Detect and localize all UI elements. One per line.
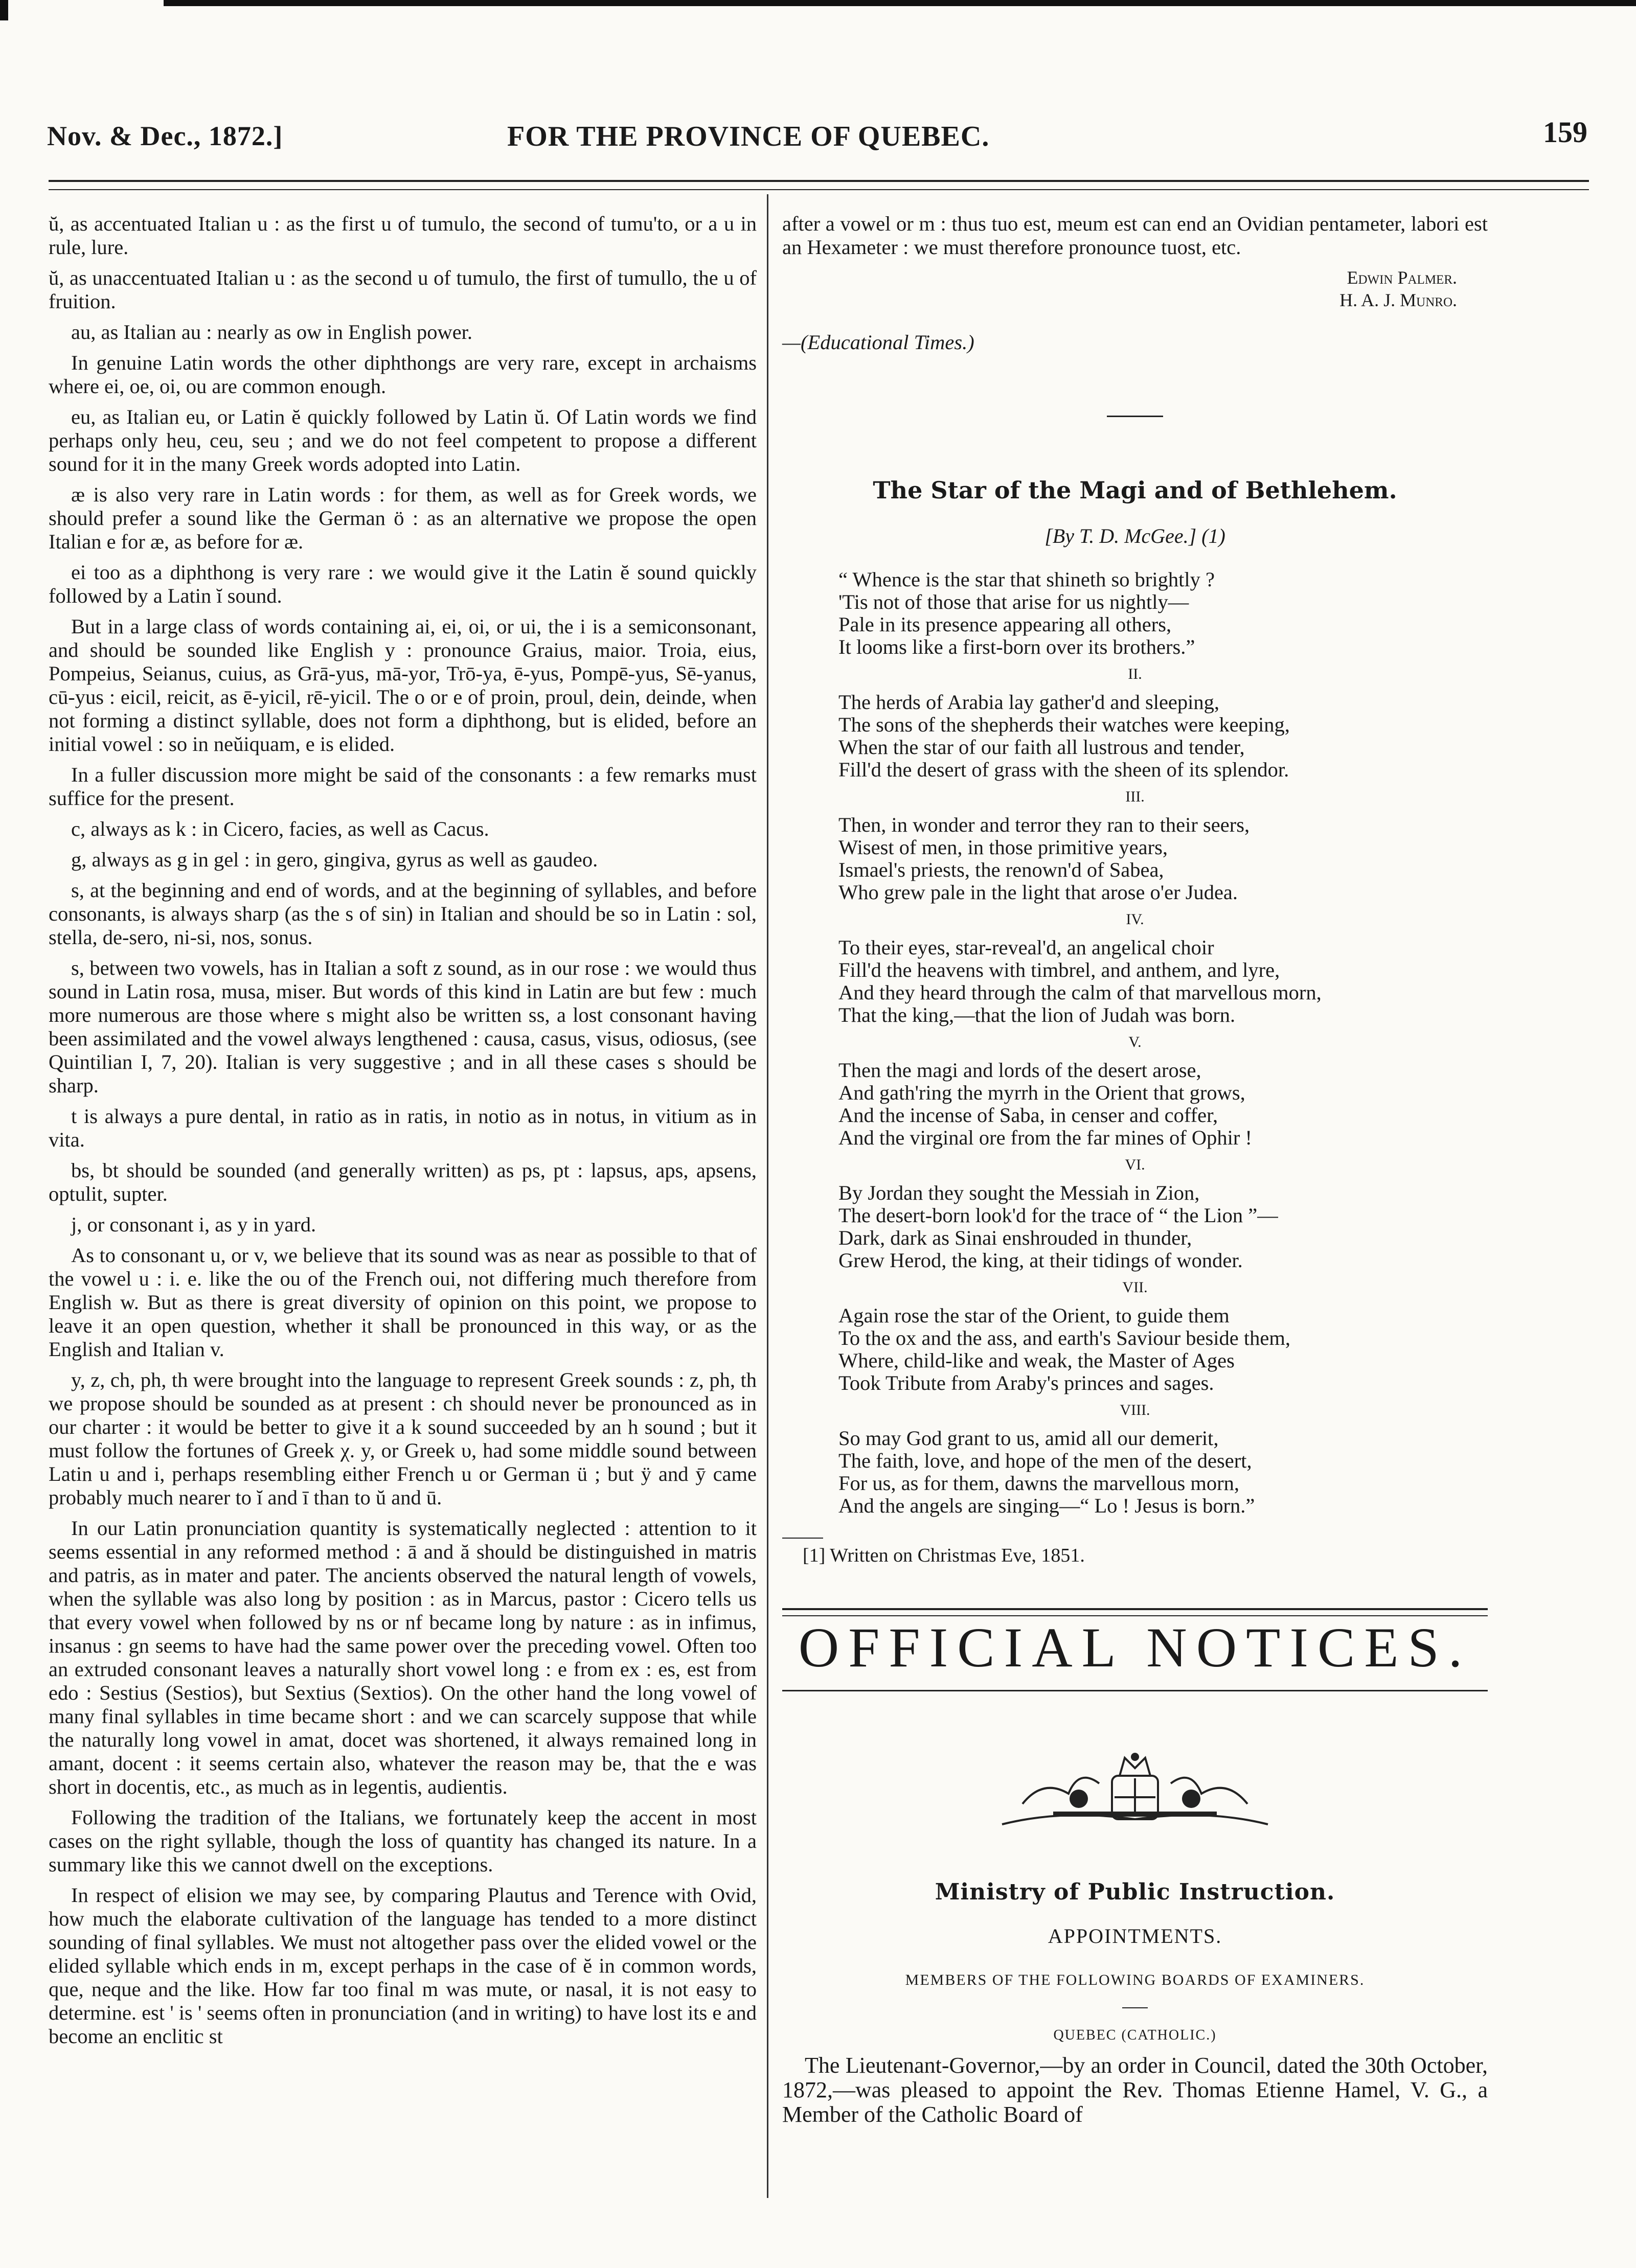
poem-line: The desert-born look'd for the trace of “ the Lion ”— — [838, 1204, 1278, 1227]
notices-rule-thick — [782, 1608, 1488, 1610]
footnote: [1] Written on Christmas Eve, 1851. — [803, 1545, 1085, 1566]
paragraph: t is always a pure dental, in ratio as in ratis, in notio as in notus, in vitium as in vita. — [49, 1105, 757, 1151]
paragraph: As to consonant u, or v, we believe that its sound was as near as possible to that of the vowel u : i. e. like the ou of the French oui, not differing much therefore from English w. But as there is great diversity of opinion on this point, we propose to leave it an open question, whether it shall be pronounced in this way, or as the English and Italian v. — [49, 1244, 757, 1361]
official-notices-rule — [782, 1690, 1488, 1691]
poem-line: Ismael's priests, the renown'd of Sabea, — [838, 858, 1164, 881]
poem-line: Then, in wonder and terror they ran to their seers, — [838, 813, 1250, 836]
paragraph: y, z, ch, ph, th were brought into the language to represent Greek sounds : z, ph, th we propose should be sounded as at present : ch should never be pronounced as in our charter : it would be better to give it a k sound succeeded by an h sound ; but it must follow the fortunes of Greek χ. y, or Greek υ, had some middle sound between Latin u and i, perhaps resembling either French u or German ü ; but ÿ and ȳ came probably much nearer to ĭ and ī than to ŭ and ū. — [49, 1368, 757, 1509]
poem-line: Who grew pale in the light that arose o'er Judea. — [838, 881, 1238, 904]
poem-line: 'Tis not of those that arise for us nightly— — [838, 590, 1189, 613]
paragraph: In respect of elision we may see, by comparing Plautus and Terence with Ovid, how much the elaborate cultivation of the language has tended to a more distinct sounding of final syllables. We must not altogether pass over the elided vowel or the elided syllable which ends in m, except perhaps in the case of ĕ in common words, que, neque and the like. How far too final m was mute, or nasal, it is not easy to determine. est ' is ' seems often in pronunciation (and in writing) to have lost its e and become an enclitic st — [49, 1884, 757, 2048]
poem-stanza — [838, 814, 1488, 904]
paragraph: ŭ, as accentuated Italian u : as the first u of tumulo, the second of tumu'to, or a u in rule, lure. — [49, 212, 757, 259]
poem-line: Where, child-like and weak, the Master of Ages — [838, 1349, 1235, 1372]
stanza-numeral: III. — [1125, 788, 1145, 805]
header-title: FOR THE PROVINCE OF QUEBEC. — [507, 121, 990, 152]
paragraph: Following the tradition of the Italians, we fortunately keep the accent in most cases on the right syllable, though the loss of quantity has changed its nature. In a summary like this we cannot dwell on the exceptions. — [49, 1806, 757, 1876]
paragraph: In our Latin pronunciation quantity is systematically neglected : attention to it seems essential in any reformed method : ā and ă should be distinguished in matris and patris, as in mater and pater. The ancients observed the natural length of vowels, when the syllable was also long by position : as in Marcus, pastor : Cicero tells us that every vowel when followed by ns or nf became long by nature : as in infimus, insanus : gn seems to have had the same power over the preceding vowel. Often too an extruded consonant leaves a naturally short vowel long : e from ex : es, est from edo : Sestius (Sestios), but Sextius (Sextios). On the other hand the long vowel of many final syllables in time became short : and we can scarcely suppose that while the naturally long vowel in amat, docet was shortened, it always remained long in amant, docent : it seems certain also, whatever the reason may be, that the e was short in docentis, etc., as much as in legentis, audientis. — [49, 1517, 757, 1798]
poem-stanza — [838, 936, 1488, 1026]
poem-line: To their eyes, star-reveal'd, an angelical choir — [838, 936, 1214, 959]
paragraph: ŭ, as unaccentuated Italian u : as the second u of tumulo, the first of tumullo, the u of fruition. — [49, 266, 757, 313]
poem-stanza — [838, 691, 1488, 781]
poem-line: And the virginal ore from the far mines of Ophir ! — [838, 1126, 1253, 1149]
poem-line: That the king,—that the lion of Judah was born. — [838, 1003, 1236, 1026]
quebec-subheading: QUEBEC (CATHOLIC.) — [1053, 2027, 1217, 2043]
poem-line: And the incense of Saba, in censer and coffer, — [838, 1104, 1218, 1127]
continuation-paragraph: after a vowel or m : thus tuo est, meum est can end an Ovidian pentameter, labori est an Hexameter : we must therefore pronounce tuost, etc. — [782, 212, 1488, 259]
page-corner-mark — [0, 0, 8, 20]
poem-title: The Star of the Magi and of Bethlehem. — [873, 476, 1397, 504]
poem-line: Fill'd the heavens with timbrel, and anthem, and lyre, — [838, 958, 1280, 981]
poem-line: Fill'd the desert of grass with the sheen of its splendor. — [838, 758, 1289, 781]
members-subheading: MEMBERS OF THE FOLLOWING BOARDS OF EXAMINERS. — [905, 1972, 1365, 1988]
paragraph: c, always as k : in Cicero, facies, as well as Cacus. — [71, 817, 489, 840]
signature-2: H. A. J. Munro. — [1339, 290, 1457, 310]
stanza-numeral: IV. — [1126, 911, 1144, 928]
appointment-paragraph: The Lieutenant-Governor,—by an order in Council, dated the 30th October, 1872,—was pleased to appoint the Rev. Thomas Etienne Hamel, V. G., a Member of the Catholic Board of — [782, 2053, 1488, 2127]
paragraph: s, between two vowels, has in Italian a soft z sound, as in our rose : we would thus sound in Latin rosa, musa, miser. But words of this kind in Latin are but few : much more numerous are those where s might also be written ss, a lost consonant having been assimilated and the vowel always lengthened : causa, casus, visus, odiosus, (see Quintilian I, 7, 20). Italian is very suggestive ; and in all these cases s should be sharp. — [49, 956, 757, 1097]
paragraph: eu, as Italian eu, or Latin ĕ quickly followed by Latin ŭ. Of Latin words we find perhaps only heu, ceu, seu ; and we do not feel competent to propose a different sound for it in the many Greek words adopted into Latin. — [49, 405, 757, 475]
paragraph: j, or consonant i, as y in yard. — [71, 1213, 316, 1236]
poem-line: So may God grant to us, amid all our demerit, — [838, 1427, 1219, 1450]
stanza-numeral: V. — [1128, 1034, 1142, 1050]
paragraph: ei too as a diphthong is very rare : we would give it the Latin ĕ sound quickly followed by a Latin ĭ sound. — [49, 561, 757, 607]
left-column — [49, 212, 757, 2055]
ministry-heading: Ministry of Public Instruction. — [935, 1879, 1335, 1905]
section-rule — [1107, 416, 1163, 417]
column-divider — [767, 194, 768, 2198]
signature-1: Edwin Palmer. — [1347, 267, 1457, 288]
paragraph: In a fuller discussion more might be said of the consonants : a few remarks must suffice for the present. — [49, 763, 757, 810]
page-number: 159 — [1543, 116, 1587, 149]
top-border-line — [164, 0, 1636, 6]
paragraph: s, at the beginning and end of words, and at the beginning of syllables, and before consonants, is always sharp (as the s of sin) in Italian and should be so in Latin : sol, stella, de-sero, ni-si, nos, sonus. — [49, 879, 757, 949]
paragraph: But in a large class of words containing ai, ei, oi, or ui, the i is a semiconsonant, and should be sounded like English y : pronounce Graius, maior. Troia, eius, Pompeius, Seianus, cuius, as Grā-yus, mā-yor, Trō-ya, ē-yus, Pompē-yus, Sē-yanus, cū-yus : eicil, reicit, as ē-yicil, rē-yicil. The o or e of proin, proul, dein, deinde, when not forming a distinct syllable, does not form a diphthong, but is elided, before an initial vowel : so in neŭiquam, e is elided. — [49, 615, 757, 755]
poem-line: Grew Herod, the king, at their tidings of wonder. — [838, 1249, 1243, 1272]
poem-line: “ Whence is the star that shineth so brightly ? — [838, 568, 1215, 591]
poem-stanza — [838, 1304, 1488, 1394]
poem-line: To the ox and the ass, and earth's Saviour beside them, — [838, 1326, 1290, 1349]
paragraph: au, as Italian au : nearly as ow in English power. — [71, 320, 473, 343]
poem-stanza — [838, 568, 1488, 658]
poem-line: Pale in its presence appearing all others, — [838, 613, 1172, 636]
poem-line: Dark, dark as Sinai enshrouded in thunder, — [838, 1226, 1192, 1249]
stanza-numeral: II. — [1128, 666, 1142, 682]
header-rule-thick — [49, 180, 1589, 182]
header-date: Nov. & Dec., 1872.] — [47, 121, 283, 151]
paragraph: g, always as g in gel : in gero, gingiva, gyrus as well as gaudeo. — [71, 848, 598, 871]
poem-line: When the star of our faith all lustrous and tender, — [838, 736, 1245, 759]
poem-line: For us, as for them, dawns the marvellous morn, — [838, 1472, 1239, 1495]
subheading-rule — [1122, 2007, 1148, 2008]
poem-line: Then the magi and lords of the desert arose, — [838, 1059, 1201, 1082]
poem-line: It looms like a first-born over its brothers.” — [838, 635, 1195, 658]
coat-of-arms-icon — [992, 1748, 1278, 1829]
paragraph: bs, bt should be sounded (and generally written) as ps, pt : lapsus, aps, apsens, optulit, supter. — [49, 1159, 757, 1205]
header-rule-thin — [49, 189, 1589, 190]
right-column — [782, 212, 1488, 2134]
poem-line: The herds of Arabia lay gather'd and sleeping, — [838, 691, 1220, 714]
footnote-rule — [782, 1538, 823, 1539]
poem-line: And they heard through the calm of that marvellous morn, — [838, 981, 1322, 1004]
paragraph: In genuine Latin words the other diphthongs are very rare, except in archaisms where ei, oe, oi, ou are common enough. — [49, 351, 757, 398]
official-notices-heading: OFFICIAL NOTICES. — [798, 1616, 1472, 1679]
stanza-numeral: VII. — [1122, 1279, 1148, 1296]
source-attribution: —(Educational Times.) — [782, 331, 974, 354]
poem-stanza — [838, 1059, 1488, 1149]
paragraph: æ is also very rare in Latin words : for them, as well as for Greek words, we should prefer a sound like the German ö : as an alternative we propose the open Italian e for æ, as before for æ. — [49, 483, 757, 553]
poem-line: And the angels are singing—“ Lo ! Jesus is born.” — [838, 1494, 1255, 1517]
poem-line: Took Tribute from Araby's princes and sages. — [838, 1371, 1214, 1394]
poem-line: By Jordan they sought the Messiah in Zion, — [838, 1181, 1200, 1204]
poem-stanzas — [782, 568, 1488, 1517]
appointments-heading: APPOINTMENTS. — [1048, 1925, 1222, 1948]
poem-line: The sons of the shepherds their watches were keeping, — [838, 713, 1290, 736]
poem-line: And gath'ring the myrrh in the Orient that grows, — [838, 1081, 1245, 1104]
poem-line: Wisest of men, in those primitive years, — [838, 836, 1168, 859]
stanza-numeral: VI. — [1125, 1156, 1145, 1173]
page-header — [47, 115, 1587, 161]
poem-byline: [By T. D. McGee.] (1) — [1044, 524, 1225, 547]
poem-stanza — [838, 1182, 1488, 1272]
stanza-numeral: VIII. — [1120, 1402, 1150, 1418]
poem-line: The faith, love, and hope of the men of the desert, — [838, 1449, 1252, 1472]
poem-line: Again rose the star of the Orient, to guide them — [838, 1304, 1230, 1327]
poem-stanza — [838, 1427, 1488, 1517]
